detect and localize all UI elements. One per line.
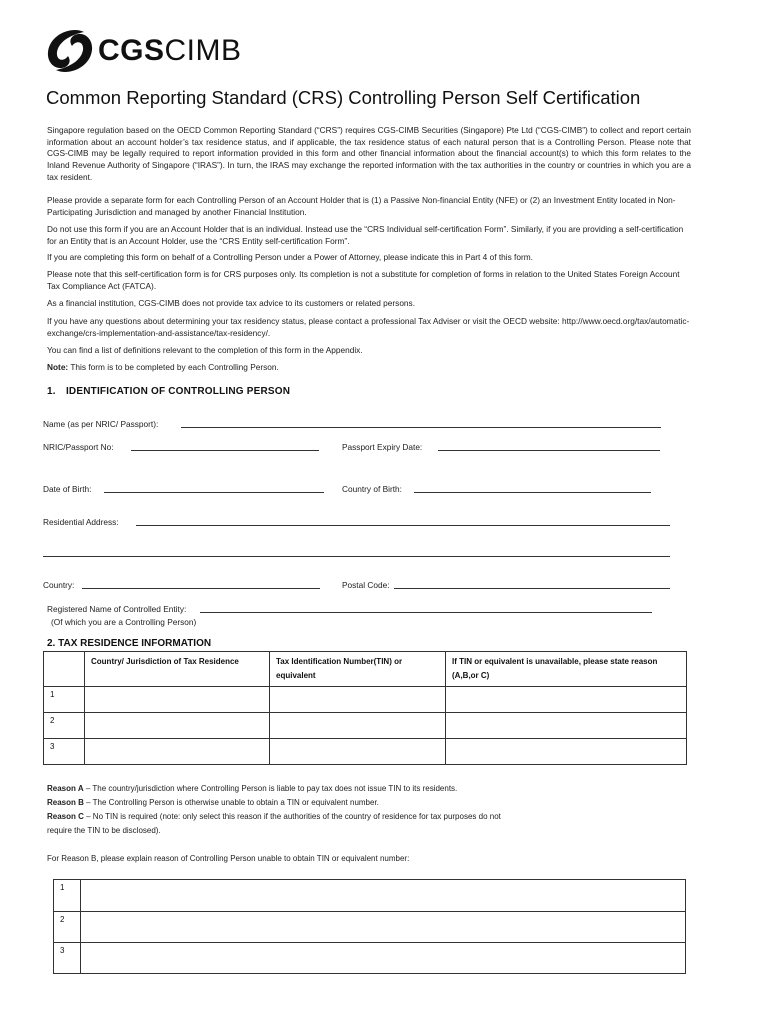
intro-paragraph-6: As a financial institution, CGS-CIMB does not provide tax advice to its customers or related persons. — [47, 298, 415, 308]
intro-paragraph-3: Do not use this form if you are an Account Holder that is an individual. Instead use the “CRS Individual self-certification Form”. Similarly, if you are providing a self-certification for an Entity that is an Account Holder, use the “CRS Entity self-certification Form”. — [47, 224, 684, 246]
tax-residence-table — [43, 651, 687, 765]
table-row — [54, 912, 686, 943]
controlled-entity-sublabel: (Of which you are a Controlling Person) — [51, 617, 197, 627]
reason-cell[interactable] — [446, 687, 687, 713]
nric-field[interactable] — [131, 450, 319, 451]
postal-code-field[interactable] — [394, 588, 670, 589]
table-row — [44, 687, 687, 713]
table-row — [54, 943, 686, 974]
table-row — [54, 880, 686, 912]
country-of-birth-label: Country of Birth: — [342, 484, 402, 494]
tax-table-header-country: Country/ Jurisdiction of Tax Residence — [85, 652, 270, 687]
row-number: 2 — [44, 713, 85, 739]
reason-b-explanation-cell[interactable] — [81, 943, 686, 974]
country-cell[interactable] — [85, 739, 270, 765]
reason-c-text: Reason C – No TIN is required (note: only select this reason if the authorities of the country of residence for tax purposes do not — [47, 812, 501, 821]
nric-label: NRIC/Passport No: — [43, 442, 114, 452]
page-title: Common Reporting Standard (CRS) Controlling Person Self Certification — [46, 87, 641, 108]
name-field[interactable] — [181, 427, 661, 428]
intro-paragraph-2: Please provide a separate form for each Controlling Person of an Account Holder that is (1) a Passive Non-financial Entity (NFE) or (2) an Investment Entity located in Non-Participating Jurisdiction and managed by another Financial Institution. — [47, 195, 676, 217]
postal-code-label: Postal Code: — [342, 580, 390, 590]
tin-cell[interactable] — [270, 687, 446, 713]
reason-cell[interactable] — [446, 713, 687, 739]
intro-paragraph-5: Please note that this self-certification form is for CRS purposes only. Its completion is not a substitute for completion of forms in relation to the United States Foreign Account Tax Compliance Act (FATCA). — [47, 269, 680, 291]
residential-address-label: Residential Address: — [43, 517, 119, 527]
reason-b-explanation-cell[interactable] — [81, 912, 686, 943]
country-cell[interactable] — [85, 713, 270, 739]
dob-field[interactable] — [104, 492, 324, 493]
table-row — [44, 713, 687, 739]
note-paragraph — [47, 362, 691, 374]
intro-paragraph-7: If you have any questions about determining your tax residency status, please contact a professional Tax Adviser or visit the OECD website: http://www.oecd.org/tax/automatic-exchange/crs-implementation-and-assistance/tax-residency/. — [47, 316, 690, 338]
reason-b-text: Reason B – The Controlling Person is otherwise unable to obtain a TIN or equivalent number. — [47, 798, 379, 807]
row-number: 1 — [54, 880, 81, 912]
name-label: Name (as per NRIC/ Passport): — [43, 419, 159, 429]
reason-b-table — [53, 879, 686, 974]
tin-cell[interactable] — [270, 713, 446, 739]
reason-a-text: Reason A – The country/jurisdiction where Controlling Person is liable to pay tax does not issue TIN to its residents. — [47, 784, 458, 793]
passport-expiry-label: Passport Expiry Date: — [342, 442, 423, 452]
country-of-birth-field[interactable] — [414, 492, 651, 493]
row-number: 3 — [44, 739, 85, 765]
reason-cell[interactable] — [446, 739, 687, 765]
country-field[interactable] — [82, 588, 320, 589]
residential-address-field-2[interactable] — [43, 556, 670, 557]
passport-expiry-field[interactable] — [438, 450, 660, 451]
note-label: Note: — [47, 362, 69, 372]
logo-wordmark: CGSCIMB — [98, 34, 242, 67]
controlled-entity-field[interactable] — [200, 612, 652, 613]
reason-c-continuation: require the TIN to be disclosed). — [47, 826, 161, 835]
country-label: Country: — [43, 580, 75, 590]
controlled-entity-label: Registered Name of Controlled Entity: — [47, 604, 187, 614]
residential-address-field-1[interactable] — [136, 525, 670, 526]
row-number: 1 — [44, 687, 85, 713]
table-row — [44, 739, 687, 765]
section-2-heading: 2. TAX RESIDENCE INFORMATION — [47, 638, 212, 649]
tax-table-header-row — [44, 652, 687, 687]
dob-label: Date of Birth: — [43, 484, 92, 494]
cgs-cimb-logo-mark-icon — [44, 28, 96, 74]
cgs-cimb-logo — [44, 28, 274, 74]
note-text: This form is to be completed by each Controlling Person. — [68, 362, 279, 372]
tax-table-header-tin: Tax Identification Number(TIN) or equivalent — [270, 652, 446, 687]
section-1-heading: 1. IDENTIFICATION OF CONTROLLING PERSON — [47, 386, 291, 397]
tax-table-header-reason: If TIN or equivalent is unavailable, please state reason (A,B,or C) — [446, 652, 687, 687]
intro-paragraph-1: Singapore regulation based on the OECD Common Reporting Standard (“CRS”) requires CGS-CIMB Securities (Singapore) Pte Ltd (“CGS-CIMB”) to collect and report certain information about an account holder’s tax residence status, and if applicable, the tax residence status of each natural person that is a Controlling Person. Please note that CGS-CIMB may be legally required to report information provided in this form and other financial information about the financial account(s) to which this form relates to the Inland Revenue Authority of Singapore (“IRAS”). In turn, the IRAS may exchange the reported information with the tax authorities in the country or countries in which you are a tax resident. — [47, 125, 691, 182]
intro-paragraph-8: You can find a list of definitions relevant to the completion of this form in the Appendix. — [47, 345, 363, 355]
reason-b-prompt: For Reason B, please explain reason of Controlling Person unable to obtain TIN or equivalent number: — [47, 854, 410, 863]
tin-cell[interactable] — [270, 739, 446, 765]
tax-table-header-index — [44, 652, 85, 687]
intro-paragraph-4: If you are completing this form on behalf of a Controlling Person under a Power of Attorney, please indicate this in Part 4 of this form. — [47, 252, 533, 262]
reason-b-explanation-cell[interactable] — [81, 880, 686, 912]
row-number: 3 — [54, 943, 81, 974]
row-number: 2 — [54, 912, 81, 943]
country-cell[interactable] — [85, 687, 270, 713]
